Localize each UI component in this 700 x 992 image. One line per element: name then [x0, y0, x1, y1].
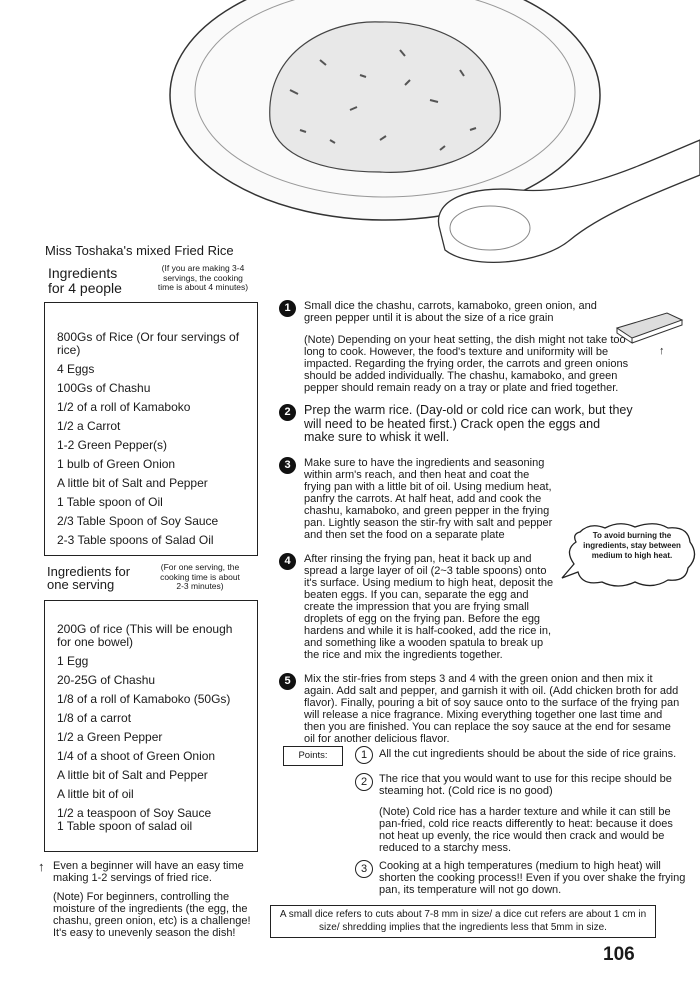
note-line: time is about 4 minutes) — [157, 282, 249, 292]
point-1-text: All the cut ingredients should be about the side of rice grains. — [379, 748, 677, 760]
ingredient: 1-2 Green Pepper(s) — [57, 438, 168, 452]
note-line: (If you are making 3-4 — [161, 263, 245, 273]
ingredient: 1 Table spoon of salad oil — [57, 819, 193, 833]
point-3-text: Cooking at a high temperatures (medium to high heat) will shorten the cooking process!! Even if you over shake the frying pan, its temperature will not go down. — [379, 860, 686, 896]
beginner-note-2: (Note) For beginners, controlling the moisture of the ingredients (the egg, the chashu, green onion, etc) is a challenge! It's easy to unevenly season the dish! — [53, 891, 251, 939]
step-4-text: After rinsing the frying pan, heat it back up and spread a large layer of oil (2~3 table spoons) onto it's surface. Using medium to high heat, deposit the beaten eggs. If you can, separate the egg and create the impression that you are frying small droplets of egg on the frying pan. Before the egg hardens and while it is half-cooked, add the rice in, and something like a wooden spatula to break up the rice and mix the ingredients together. — [304, 552, 554, 661]
one-serving-heading — [47, 565, 130, 591]
beginner-note: Even a beginner will have an easy time making 1-2 servings of fried rice. — [53, 860, 244, 884]
point-2 — [355, 773, 695, 854]
tray-icon — [612, 308, 692, 358]
one-serving-ingredients-box — [44, 600, 258, 852]
ingredient: A little bit of oil — [57, 787, 134, 801]
curved-arrow-icon: ↑ — [38, 859, 45, 874]
four-people-ingredients-box — [44, 302, 258, 556]
step-number-3: 3 — [279, 457, 296, 474]
ingredient: A little bit of Salt and Pepper — [57, 476, 208, 490]
heading-line: for 4 people — [48, 280, 122, 296]
ingredient: 1 Egg — [57, 654, 89, 668]
footnote-box: A small dice refers to cuts about 7-8 mm in size/ a dice cut refers are about 1 cm in size/ shredding implies that the ingredients less that 5mm in size. — [270, 905, 656, 938]
ingredient: 4 Eggs — [57, 362, 95, 376]
ingredient: 1/4 of a shoot of Green Onion — [57, 749, 216, 763]
point-3 — [355, 860, 695, 896]
ingredient: 2/3 Table Spoon of Soy Sauce — [57, 514, 219, 528]
ingredient: 1/2 a teaspoon of Soy Sauce — [57, 806, 212, 820]
heading-line: one serving — [47, 577, 115, 592]
step-5 — [279, 673, 689, 745]
step-number-2: 2 — [279, 404, 296, 421]
one-serving-note — [142, 563, 258, 592]
ingredient: 800Gs of Rice (Or four servings of rice) — [57, 330, 240, 357]
point-2-text: The rice that you would want to use for this recipe should be steaming hot. (Cold rice is no good) — [379, 773, 672, 797]
ingredient: 1/2 a Carrot — [57, 419, 121, 433]
ingredient: 1/2 of a roll of Kamaboko — [57, 400, 191, 414]
speech-bubble-text: To avoid burning the ingredients, stay between medium to high heat. — [583, 531, 681, 560]
step-2 — [279, 404, 689, 445]
points-label: Points: — [283, 746, 343, 766]
heading-line: Ingredients — [48, 265, 118, 281]
ingredient: 1 bulb of Green Onion — [57, 457, 176, 471]
step-2-text: Prep the warm rice. (Day-old or cold rice can work, but they will need to be heated first.) Crack open the eggs and make sure to whisk it well. — [304, 403, 633, 444]
point-number-2: 2 — [355, 773, 373, 791]
ingredient: 200G of rice (This will be enough for one bowel) — [57, 622, 233, 649]
ingredient: A little bit of Salt and Pepper — [57, 768, 208, 782]
ingredient: 1/2 a Green Pepper — [57, 730, 163, 744]
points-list — [355, 746, 695, 896]
heading-line: Ingredients for — [47, 564, 131, 579]
four-people-note — [138, 264, 268, 293]
svg-text:↑: ↑ — [659, 345, 665, 357]
step-1-note: (Note) Depending on your heat setting, the dish might not take too long to cook. However, the food's texture and uniformity will be impacted. Regarding the frying order, the carrots and green onions should be added individually. The chashu, kamaboko, and green pepper should remain ready on a tray or plate and fried together. — [304, 334, 629, 394]
ingredient: 1/8 of a carrot — [57, 711, 132, 725]
step-3-text: Make sure to have the ingredients and seasoning within arm's reach, and then heat and coat the frying pan with a little bit of oil. Using medium heat, panfry the carrots. At half heat, add and cook the chashu, kamaboko, and green pepper in the frying pan. Lightly season the stir-fry with salt and pepper and then set the food on a separate plate — [304, 456, 553, 541]
ingredient: 100Gs of Chashu — [57, 381, 151, 395]
note-line: (For one serving, the — [160, 562, 240, 572]
step-5-text: Mix the stir-fries from steps 3 and 4 with the green onion and then mix it again. Add salt and pepper, and garnish it with oil. (Add chicken broth for add flavor). Finally, pouring a bit of soy sauce onto to the surface of the frying pan will release a nice fragrance. Mixing everything together one last time and then you are finished. You can replace the soy sauce at the end for sesame oil for another delicious flavor. — [304, 672, 680, 745]
ingredient: 2-3 Table spoons of Salad Oil — [57, 533, 214, 547]
point-number-1: 1 — [355, 746, 373, 764]
note-line: servings, the cooking — [163, 272, 243, 283]
ingredient: 20-25G of Chashu — [57, 673, 156, 687]
recipe-title: Miss Toshaka's mixed Fried Rice — [45, 243, 234, 258]
four-people-heading — [48, 266, 122, 296]
step-number-5: 5 — [279, 673, 296, 690]
page-number: 106 — [603, 944, 635, 965]
point-1 — [355, 746, 695, 764]
ingredient: 1 Table spoon of Oil — [57, 495, 163, 509]
note-line: cooking time is about — [160, 571, 240, 582]
beginner-notes — [38, 860, 263, 939]
point-2-note: (Note) Cold rice has a harder texture and while it can still be pan-fried, cold rice reacts differently to heat: because it does not heat up evenly, the rice would then crack and would be reduced to a starchy mess. — [379, 806, 673, 854]
point-number-3: 3 — [355, 860, 373, 878]
ingredient: 1/8 of a roll of Kamaboko (50Gs) — [57, 692, 231, 706]
step-1-text: Small dice the chashu, carrots, kamaboko, green onion, and green pepper until it is about the size of a rice grain — [304, 300, 597, 324]
step-number-4: 4 — [279, 553, 296, 570]
step-number-1: 1 — [279, 300, 296, 317]
note-line: 2-3 minutes) — [176, 581, 224, 591]
